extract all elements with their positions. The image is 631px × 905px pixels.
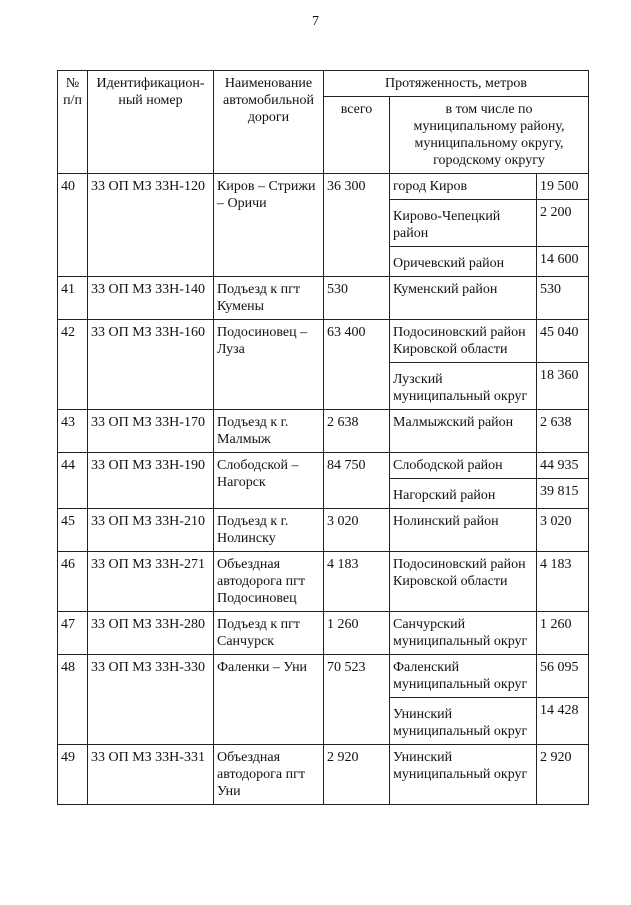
road-name: Фаленки – Уни	[214, 655, 324, 745]
road-name: Подосиновец – Луза	[214, 320, 324, 410]
road-total-length: 2 638	[324, 410, 390, 453]
roads-table	[57, 70, 589, 805]
header-total: всего	[324, 97, 390, 174]
road-total-length: 3 020	[324, 509, 390, 552]
district-length: 18 360	[537, 363, 589, 410]
row-number: 43	[58, 410, 88, 453]
page-number: 7	[312, 14, 319, 29]
district-name: Фаленский муниципальный округ	[390, 655, 537, 698]
district-length: 56 095	[537, 655, 589, 698]
district-name: Унинский муниципальный округ	[390, 698, 537, 745]
district-length: 530	[537, 277, 589, 320]
district-length: 14 600	[537, 247, 589, 277]
row-number: 46	[58, 552, 88, 612]
road-id: 33 ОП МЗ 33Н-160	[88, 320, 214, 410]
table-row	[58, 277, 589, 320]
road-total-length: 70 523	[324, 655, 390, 745]
row-number: 47	[58, 612, 88, 655]
district-name: Подосиновский район Кировской области	[390, 320, 537, 363]
table-row	[58, 745, 589, 805]
road-id: 33 ОП МЗ 33Н-170	[88, 410, 214, 453]
header-num: № п/п	[58, 71, 88, 174]
district-length: 14 428	[537, 698, 589, 745]
road-id: 33 ОП МЗ 33Н-140	[88, 277, 214, 320]
district-name: город Киров	[390, 174, 537, 200]
header-incl: в том числе по муниципальному району, муниципальному округу, городскому округу	[390, 97, 589, 174]
district-length: 39 815	[537, 479, 589, 509]
district-name: Кирово-Чепецкий район	[390, 200, 537, 247]
district-name: Слободской район	[390, 453, 537, 479]
row-number: 40	[58, 174, 88, 277]
road-total-length: 63 400	[324, 320, 390, 410]
road-total-length: 4 183	[324, 552, 390, 612]
district-name: Подосиновский район Кировской области	[390, 552, 537, 612]
row-number: 42	[58, 320, 88, 410]
header-row	[58, 71, 589, 97]
road-id: 33 ОП МЗ 33Н-190	[88, 453, 214, 509]
header-name: Наименование автомобильной дороги	[214, 71, 324, 174]
district-name: Нагорский район	[390, 479, 537, 509]
district-name: Малмыжский район	[390, 410, 537, 453]
district-name: Лузский муниципальный округ	[390, 363, 537, 410]
road-total-length: 530	[324, 277, 390, 320]
roads-table-body	[58, 174, 589, 805]
row-number: 44	[58, 453, 88, 509]
district-name: Оричевский район	[390, 247, 537, 277]
road-name: Подъезд к пгт Кумены	[214, 277, 324, 320]
district-length: 45 040	[537, 320, 589, 363]
table-row	[58, 509, 589, 552]
district-length: 2 200	[537, 200, 589, 247]
row-number: 48	[58, 655, 88, 745]
district-name: Санчурский муниципальный округ	[390, 612, 537, 655]
table-row	[58, 612, 589, 655]
table-row	[58, 453, 589, 479]
road-total-length: 36 300	[324, 174, 390, 277]
district-length: 19 500	[537, 174, 589, 200]
road-id: 33 ОП МЗ 33Н-210	[88, 509, 214, 552]
table-row	[58, 655, 589, 698]
table-row	[58, 320, 589, 363]
district-length: 2 638	[537, 410, 589, 453]
road-name: Объездная автодорога пгт Подосиновец	[214, 552, 324, 612]
road-name: Объездная автодорога пгт Уни	[214, 745, 324, 805]
road-total-length: 1 260	[324, 612, 390, 655]
road-total-length: 2 920	[324, 745, 390, 805]
row-number: 49	[58, 745, 88, 805]
header-length: Протяженность, метров	[324, 71, 589, 97]
road-id: 33 ОП МЗ 33Н-120	[88, 174, 214, 277]
row-number: 45	[58, 509, 88, 552]
road-name: Подъезд к г. Малмыж	[214, 410, 324, 453]
road-id: 33 ОП МЗ 33Н-280	[88, 612, 214, 655]
district-length: 3 020	[537, 509, 589, 552]
table-row	[58, 552, 589, 612]
district-length: 2 920	[537, 745, 589, 805]
road-id: 33 ОП МЗ 33Н-330	[88, 655, 214, 745]
road-name: Слободской – Нагорск	[214, 453, 324, 509]
district-name: Куменский район	[390, 277, 537, 320]
table-row	[58, 410, 589, 453]
road-name: Подъезд к пгт Санчурск	[214, 612, 324, 655]
header-id: Идентификацион-ный номер	[88, 71, 214, 174]
district-length: 44 935	[537, 453, 589, 479]
road-name: Подъезд к г. Нолинску	[214, 509, 324, 552]
district-name: Унинский муниципальный округ	[390, 745, 537, 805]
road-id: 33 ОП МЗ 33Н-271	[88, 552, 214, 612]
district-name: Нолинский район	[390, 509, 537, 552]
row-number: 41	[58, 277, 88, 320]
table-row	[58, 174, 589, 200]
road-total-length: 84 750	[324, 453, 390, 509]
road-id: 33 ОП МЗ 33Н-331	[88, 745, 214, 805]
district-length: 4 183	[537, 552, 589, 612]
district-length: 1 260	[537, 612, 589, 655]
road-name: Киров – Стрижи – Оричи	[214, 174, 324, 277]
